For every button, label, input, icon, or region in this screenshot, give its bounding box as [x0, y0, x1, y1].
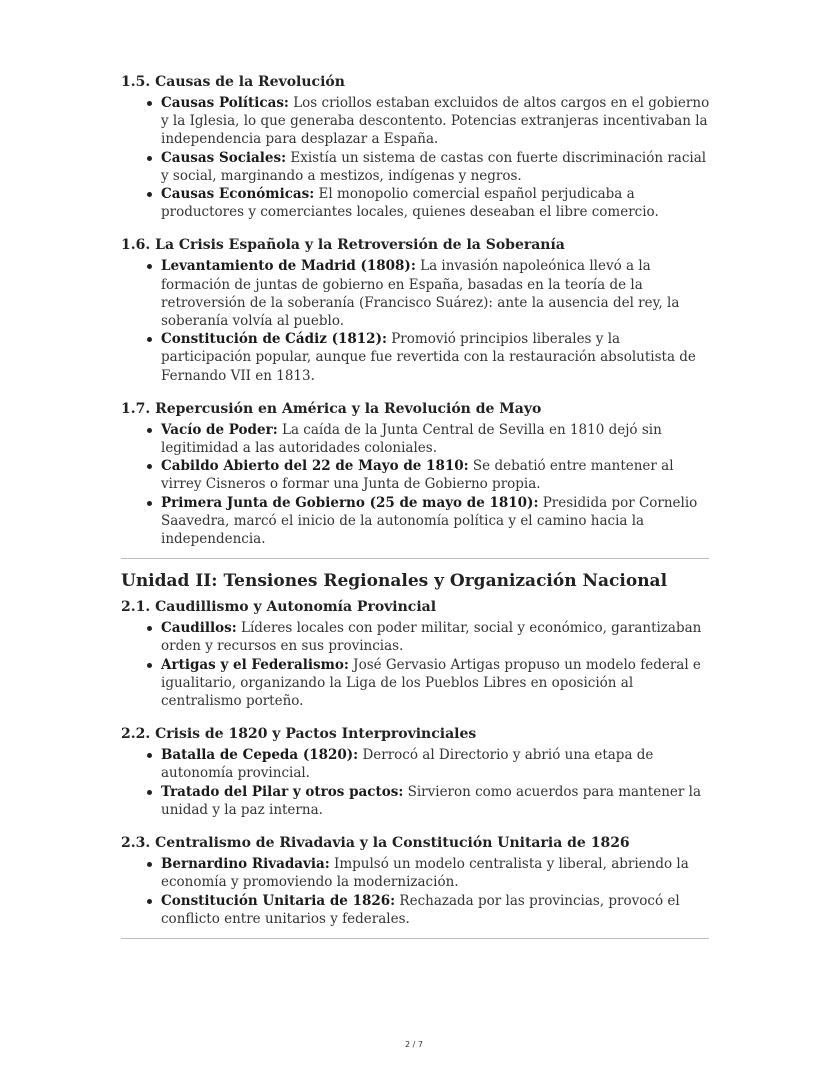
section-heading: 1.7. Repercusión en América y la Revolución de Mayo [121, 400, 542, 417]
list-item [161, 494, 711, 549]
item-term: Constitución de Cádiz (1812): [161, 331, 387, 348]
section-heading: 2.3. Centralismo de Rivadavia y la Constitución Unitaria de 1826 [121, 835, 630, 852]
horizontal-divider [121, 558, 709, 559]
item-text: Se debatió entre mantener al virrey Cisneros o formar una Junta de Gobierno propia. [161, 458, 674, 493]
section-heading: 2.1. Caudillismo y Autonomía Provincial [121, 599, 437, 616]
section-2-1 [121, 597, 711, 710]
bullet-list [121, 746, 711, 819]
horizontal-divider [121, 938, 709, 939]
item-term: Causas Económicas: [161, 186, 315, 203]
item-term: Artigas y el Federalismo: [161, 656, 349, 673]
item-text: Promovió principios liberales y la participación popular, aunque fue revertida con la restauración absolutista de Fernando VII en 1813. [161, 331, 696, 384]
list-item [161, 619, 711, 655]
item-term: Constitución Unitaria de 1826: [161, 892, 396, 909]
section-1-5 [121, 72, 711, 221]
list-item [161, 783, 711, 819]
list-item [161, 746, 711, 782]
list-item [161, 149, 711, 185]
section-2-3 [121, 833, 711, 928]
item-text: El monopolio comercial español perjudicaba a productores y comerciantes locales, quienes deseaban el libre comercio. [161, 186, 659, 221]
item-term: Primera Junta de Gobierno (25 de mayo de 1810): [161, 494, 539, 511]
section-heading: 1.6. La Crisis Española y la Retroversión de la Soberanía [121, 237, 565, 254]
list-item [161, 855, 711, 891]
item-text: Rechazada por las provincias, provocó el conflicto entre unitarios y federales. [161, 892, 680, 927]
bullet-list [121, 619, 711, 710]
bullet-list [121, 257, 711, 384]
item-term: Vacío de Poder: [161, 421, 278, 438]
section-1-6 [121, 235, 711, 384]
bullet-list [121, 421, 711, 548]
list-item [161, 257, 711, 330]
item-text: La invasión napoleónica llevó a la formación de juntas de gobierno en España, basadas en la teoría de la retroversión de la soberanía (Francisco Suárez): ante la ausencia del rey, la soberanía volvía al pueblo. [161, 258, 680, 330]
section-heading: 1.5. Causas de la Revolución [121, 74, 345, 90]
item-term: Cabildo Abierto del 22 de Mayo de 1810: [161, 458, 469, 475]
item-text: Los criollos estaban excluidos de altos cargos en el gobierno y la Iglesia, lo que generaba descontento. Potencias extranjeras incentivaban la independencia para desplazar a España. [161, 95, 710, 148]
item-term: Tratado del Pilar y otros pactos: [161, 783, 404, 800]
section-heading: 2.2. Crisis de 1820 y Pactos Interprovinciales [121, 726, 477, 743]
item-term: Causas Políticas: [161, 95, 289, 111]
list-item [161, 457, 711, 493]
item-text: José Gervasio Artigas propuso un modelo federal e igualitario, organizando la Liga de los Pueblos Libres en oposición al centralismo porteño. [161, 656, 701, 710]
item-text: Sirvieron como acuerdos para mantener la unidad y la paz interna. [161, 783, 702, 818]
unit-title: Unidad II: Tensiones Regionales y Organización Nacional [121, 571, 668, 592]
list-item [161, 330, 711, 385]
section-1-7 [121, 399, 711, 548]
list-item [161, 656, 711, 711]
item-term: Bernardino Rivadavia: [161, 856, 330, 873]
list-item [161, 94, 711, 149]
list-item [161, 421, 711, 457]
bullet-list [121, 855, 711, 928]
item-text: Líderes locales con poder militar, social y económico, garantizaban orden y recursos en sus provincias. [161, 620, 702, 655]
item-text: Impulsó un modelo centralista y liberal, abriendo la economía y promoviendo la modernización. [161, 856, 689, 891]
item-term: Caudillos: [161, 620, 237, 637]
list-item [161, 892, 711, 928]
item-text: Presidida por Cornelio Saavedra, marcó el inicio de la autonomía política y el camino hacia la independencia. [161, 494, 698, 548]
page-number: 2 / 7 [405, 1040, 423, 1049]
item-term: Levantamiento de Madrid (1808): [161, 258, 416, 275]
item-text: Existía un sistema de castas con fuerte discriminación racial y social, marginando a mestizos, indígenas y negros. [161, 149, 707, 184]
item-term: Causas Sociales: [161, 149, 287, 166]
item-term: Batalla de Cepeda (1820): [161, 747, 359, 764]
page-content [121, 72, 711, 949]
item-text: La caída de la Junta Central de Sevilla en 1810 dejó sin legitimidad a las autoridades coloniales. [161, 421, 662, 457]
list-item [161, 185, 711, 221]
bullet-list [121, 94, 711, 221]
section-2-2 [121, 724, 711, 819]
item-text: Derrocó al Directorio y abrió una etapa de autonomía provincial. [161, 747, 654, 782]
